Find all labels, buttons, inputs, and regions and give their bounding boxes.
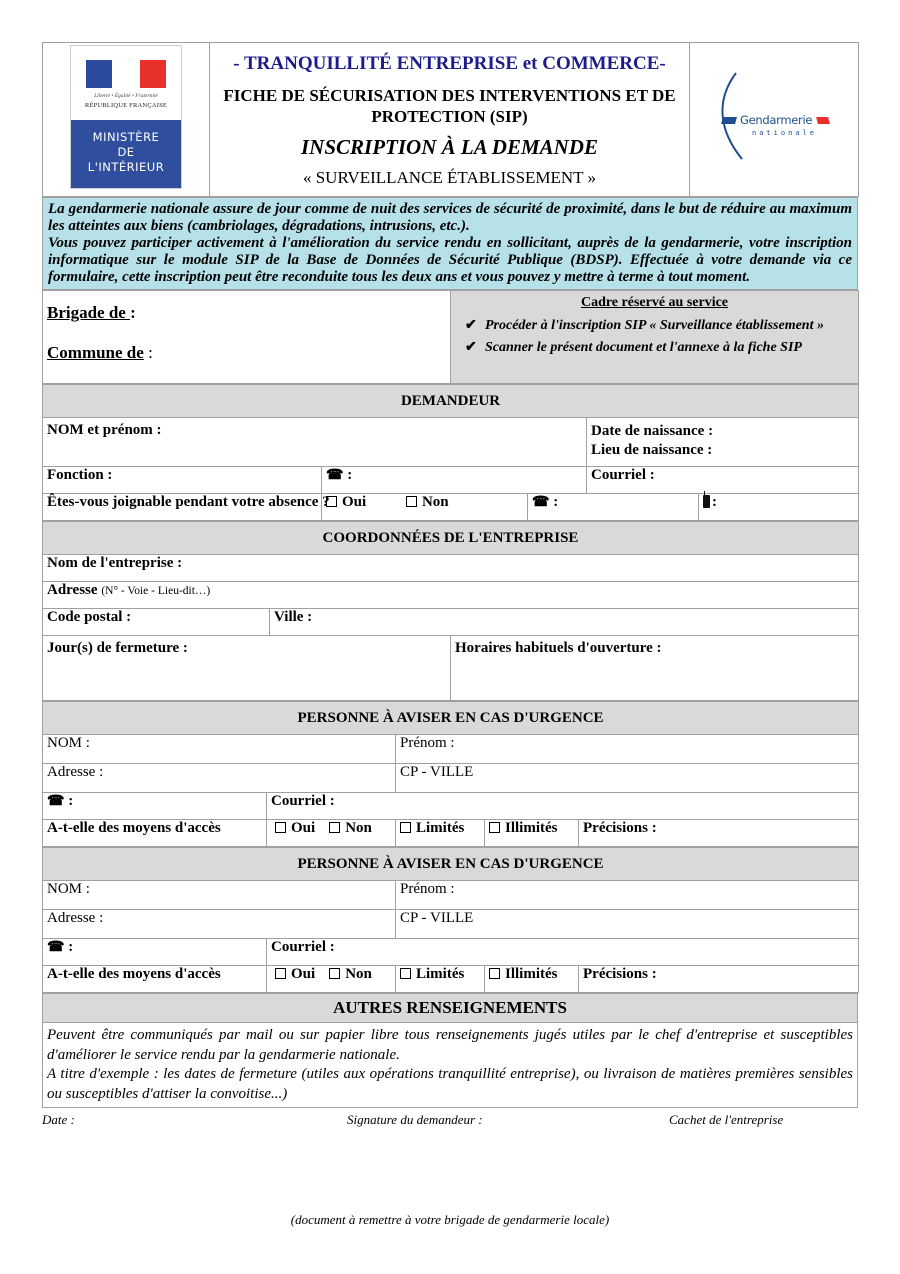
commune-label: Commune de [47, 343, 144, 362]
marianne-flag-icon [86, 60, 166, 88]
absence-mobile-field[interactable]: : [699, 494, 859, 521]
cadre-item: ✔ Procéder à l'inscription SIP « Surveillance établissement » [465, 318, 824, 333]
urgence-cp-ville-field[interactable]: CP - VILLE [396, 764, 859, 793]
commune-field[interactable]: Commune de : [47, 343, 153, 362]
inscription-title: INSCRIPTION À LA DEMANDE [301, 135, 598, 159]
checkbox-icon [406, 496, 417, 507]
autres-paragraph: Peuvent être communiqués par mail ou sur papier libre tous renseignements jugés utiles par le chef d'entreprise et susceptibles d'améliorer le service rendu par la gendarmerie nationale. [47, 1027, 853, 1063]
title-cell [210, 43, 690, 197]
urgence-courriel-field[interactable]: Courriel : [267, 793, 859, 820]
fonction-field[interactable]: Fonction : [43, 467, 322, 494]
urgence-adresse-field[interactable]: Adresse : [43, 764, 396, 793]
horaires-field[interactable]: Horaires habituels d'ouverture : [451, 636, 859, 701]
joignable-options [322, 494, 528, 521]
devise-text: Liberté • Égalité • Fraternité [94, 93, 158, 99]
courriel-field[interactable]: Courriel : [587, 467, 859, 494]
remise-note: (document à remettre à votre brigade de gendarmerie locale) [290, 1212, 610, 1227]
oui-checkbox[interactable]: Oui [275, 966, 315, 982]
phone-icon: ☎ [326, 468, 344, 483]
checkbox-icon [329, 968, 340, 979]
demandeur-section-title: DEMANDEUR [43, 385, 859, 418]
ville-field[interactable]: Ville : [270, 609, 859, 636]
precisions-field[interactable]: Précisions : [579, 820, 859, 847]
intro-paragraph: La gendarmerie nationale assure de jour comme de nuit des services de sécurité de proximité, dans le but de réduire au maximum les atteintes aux biens (cambriolages, dégradations, intrusions, etc.). [48, 201, 852, 234]
intro-box [43, 198, 858, 290]
cadre-list [465, 317, 854, 357]
intro-paragraph: Vous pouvez participer activement à l'amélioration du service rendu en sollicitant, auprès de la gendarmerie, votre inscription informatique sur le module SIP de la Base de Données de Sécurité Publique (BDSP). Effectuée à votre demande via ce formulaire, cette inscription peut être reconduite tous les deux ans et vous pouvez y mettre à terme à tout moment. [48, 235, 852, 285]
ministere-line: DE [117, 145, 135, 159]
oui-non-options [267, 820, 396, 847]
urgence-table-2 [42, 847, 859, 993]
ministere-interieur-logo [70, 45, 182, 189]
urgence-adresse-field[interactable]: Adresse : [43, 910, 396, 939]
autres-text-box [43, 1023, 858, 1108]
non-checkbox[interactable]: Non [329, 820, 372, 836]
ministere-line: MINISTÈRE [92, 130, 160, 144]
autres-paragraph: A titre d'exemple : les dates de fermeture (utiles aux opérations tranquillité entreprise), ou livraison de matières premières sensibles ou susceptibles d'attiser la convoitise...) [47, 1066, 853, 1102]
date-naissance-label: Date de naissance : [591, 423, 714, 439]
urgence-nom-field[interactable]: NOM : [43, 881, 396, 910]
jours-fermeture-field[interactable]: Jour(s) de fermeture : [43, 636, 451, 701]
entreprise-table [42, 521, 859, 701]
limites-checkbox[interactable]: Limités [396, 820, 485, 847]
signature-label: Signature du demandeur : [347, 1112, 483, 1127]
urgence-phone-field[interactable]: ☎ : [43, 793, 267, 820]
checkbox-icon [329, 822, 340, 833]
checkbox-icon [275, 968, 286, 979]
checkbox-icon [489, 822, 500, 833]
header-table [42, 42, 859, 197]
urgence-prenom-field[interactable]: Prénom : [396, 735, 859, 764]
non-checkbox[interactable]: Non [406, 494, 449, 510]
urgence-section-title: PERSONNE À AVISER EN CAS D'URGENCE [43, 702, 859, 735]
oui-checkbox[interactable]: Oui [275, 820, 315, 836]
brigade-label: Brigade de [47, 303, 131, 322]
brigade-commune-cell[interactable] [43, 291, 451, 384]
cadre-item: ✔ Scanner le présent document et l'annexe à la fiche SIP [465, 340, 802, 355]
nom-entreprise-field[interactable]: Nom de l'entreprise : [43, 555, 859, 582]
lieu-naissance-label: Lieu de naissance : [591, 442, 713, 458]
republique-francaise-text: RÉPUBLIQUE FRANÇAISE [84, 102, 168, 109]
illimites-checkbox[interactable]: Illimités [485, 820, 579, 847]
brigade-field[interactable]: Brigade de : [47, 303, 136, 322]
absence-phone-field[interactable]: ☎ : [528, 494, 699, 521]
checkbox-icon [400, 822, 411, 833]
precisions-field[interactable]: Précisions : [579, 966, 859, 993]
limites-checkbox[interactable]: Limités [396, 966, 485, 993]
urgence-nom-field[interactable]: NOM : [43, 735, 396, 764]
checkbox-icon [326, 496, 337, 507]
phone-icon: ☎ [47, 940, 65, 955]
cadre-reserve-cell [451, 291, 859, 384]
cadre-title: Cadre réservé au service [580, 295, 729, 310]
gendarmerie-logo-cell [690, 43, 859, 197]
oui-checkbox[interactable]: Oui [326, 494, 366, 510]
urgence-cp-ville-field[interactable]: CP - VILLE [396, 910, 859, 939]
nom-prenom-field[interactable]: NOM et prénom : [43, 418, 587, 467]
ministry-logo-cell [43, 43, 210, 197]
ministere-line: L'INTÉRIEUR [87, 160, 165, 174]
moyens-acces-label: A-t-elle des moyens d'accès [43, 966, 267, 993]
naissance-field[interactable] [587, 418, 859, 467]
demandeur-table [42, 384, 859, 521]
checkbox-icon [275, 822, 286, 833]
moyens-acces-label: A-t-elle des moyens d'accès [43, 820, 267, 847]
telephone-field[interactable]: ☎ : [322, 467, 587, 494]
program-title: - TRANQUILLITÉ ENTREPRISE et COMMERCE- [233, 53, 666, 74]
illimites-checkbox[interactable]: Illimités [485, 966, 579, 993]
surveillance-subtitle: « SURVEILLANCE ÉTABLISSEMENT » [302, 168, 597, 187]
mobile-phone-icon [703, 495, 710, 508]
phone-icon: ☎ [532, 495, 550, 510]
autres-table [42, 993, 858, 1108]
joignable-question: Êtes-vous joignable pendant votre absence ? [43, 494, 322, 521]
check-icon: ✔ [465, 340, 477, 355]
intro-table [42, 197, 858, 290]
urgence-section-title: PERSONNE À AVISER EN CAS D'URGENCE [43, 848, 859, 881]
gendarmerie-logo [714, 67, 834, 167]
brigade-table [42, 290, 859, 384]
urgence-table-1 [42, 701, 859, 847]
urgence-phone-field[interactable]: ☎ : [43, 939, 267, 966]
urgence-prenom-field[interactable]: Prénom : [396, 881, 859, 910]
gendarmerie-sub: nationale [752, 129, 817, 137]
adresse-hint: (N° - Voie - Lieu-dit…) [101, 585, 211, 597]
sip-form-page [42, 42, 858, 1227]
non-checkbox[interactable]: Non [329, 966, 372, 982]
autres-section-title: AUTRES RENSEIGNEMENTS [43, 994, 858, 1023]
gendarmerie-name: Gendarmerie [740, 113, 813, 127]
entreprise-section-title: COORDONNÉES DE L'ENTREPRISE [43, 522, 859, 555]
date-label: Date : [42, 1112, 75, 1127]
checkbox-icon [400, 968, 411, 979]
phone-icon: ☎ [47, 794, 65, 809]
check-icon: ✔ [465, 318, 477, 333]
adresse-entreprise-field[interactable]: Adresse (N° - Voie - Lieu-dit…) [43, 582, 859, 609]
checkbox-icon [489, 968, 500, 979]
cachet-label: Cachet de l'entreprise [669, 1112, 784, 1127]
code-postal-field[interactable]: Code postal : [43, 609, 270, 636]
fiche-title: FICHE DE SÉCURISATION DES INTERVENTIONS ET DE PROTECTION (SIP) [223, 86, 676, 126]
urgence-courriel-field[interactable]: Courriel : [267, 939, 859, 966]
oui-non-options [267, 966, 396, 993]
